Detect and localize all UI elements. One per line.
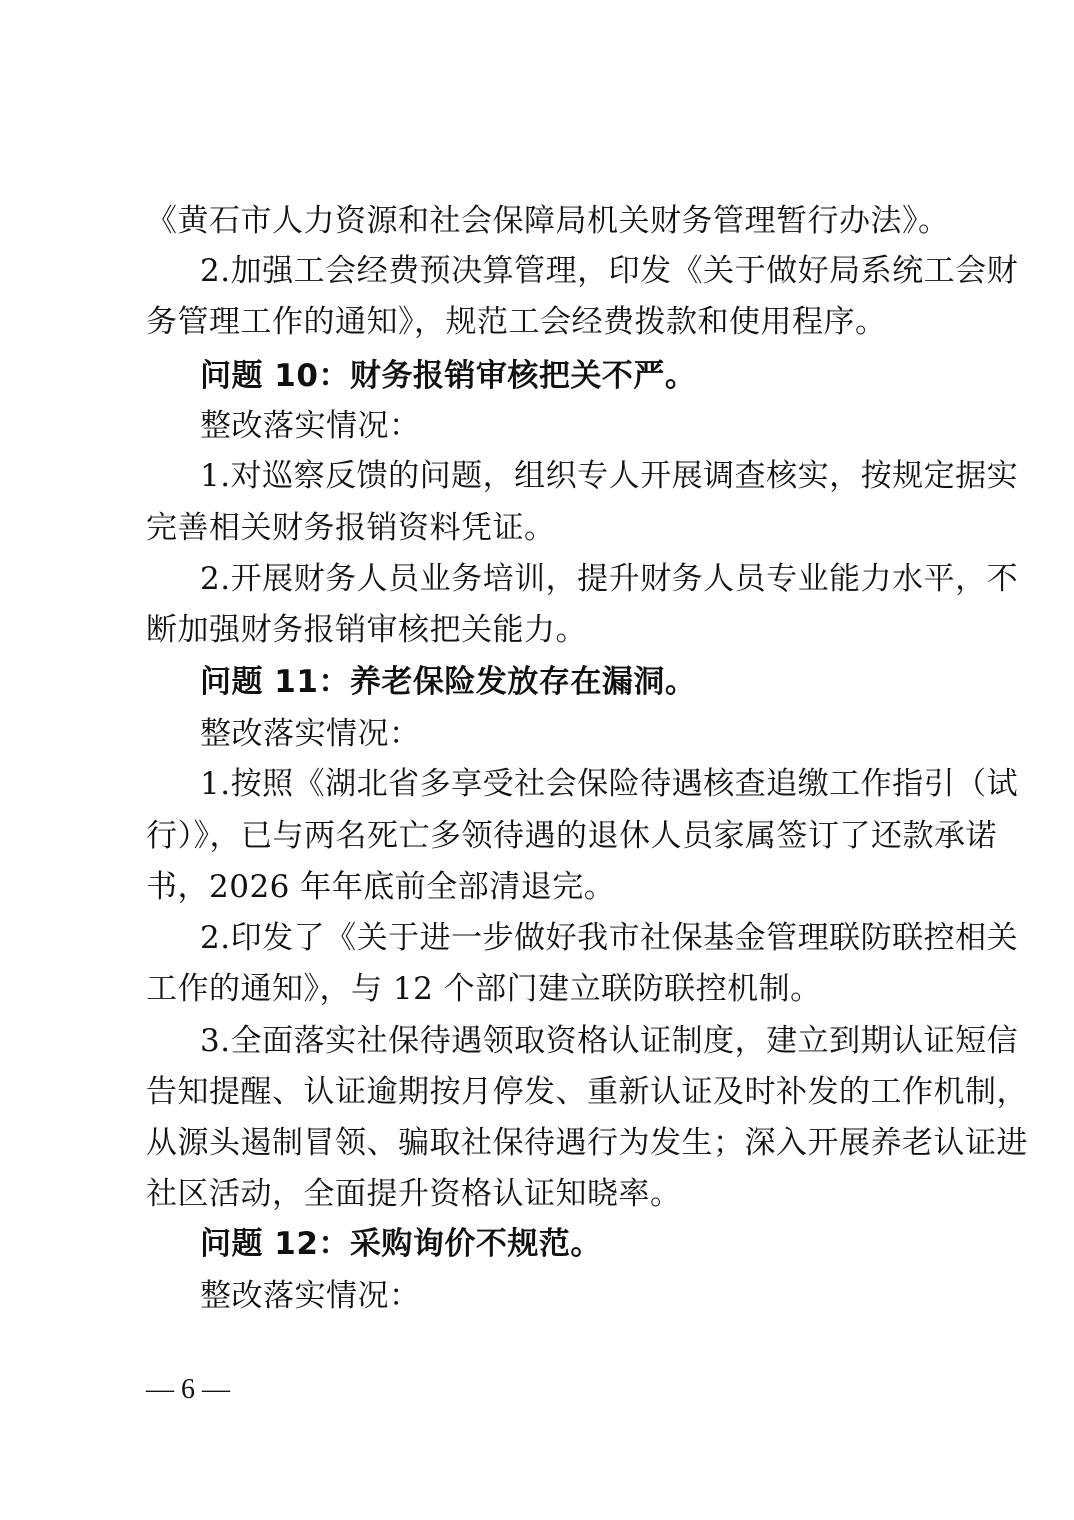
body-text-line: 断加强财务报销审核把关能力。: [146, 612, 587, 648]
body-text-line: 2.开展财务人员业务培训，提升财务人员专业能力水平，不: [200, 561, 1019, 597]
body-text-line: 务管理工作的通知》，规范工会经费拨款和使用程序。: [146, 304, 887, 340]
issue-heading: 问题 10：财务报销审核把关不严。: [200, 358, 697, 394]
body-text-line: 书，2026 年年底前全部清退完。: [146, 869, 616, 905]
section-label: 整改落实情况：: [200, 408, 421, 444]
body-text-line: 《黄石市人力资源和社会保障局机关财务管理暂行办法》。: [146, 203, 950, 239]
body-text-line: 工作的通知》，与 12 个部门建立联防联控机制。: [146, 971, 822, 1007]
body-text-line: 完善相关财务报销资料凭证。: [146, 510, 556, 546]
body-text-line: 1.对巡察反馈的问题，组织专人开展调查核实，按规定据实: [200, 458, 1019, 494]
body-text-line: 2.加强工会经费预决算管理，印发《关于做好局系统工会财: [200, 253, 1019, 289]
page-number: — 6 —: [146, 1374, 230, 1405]
body-text-line: 行）》，已与两名死亡多领待遇的退休人员家属签订了还款承诺: [146, 818, 997, 854]
section-label: 整改落实情况：: [200, 1278, 421, 1314]
body-text-line: 社区活动，全面提升资格认证知晓率。: [146, 1176, 682, 1212]
body-text-line: 3.全面落实社保待遇领取资格认证制度，建立到期认证短信: [200, 1023, 1019, 1059]
body-text-line: 2.印发了《关于进一步做好我市社保基金管理联防联控相关: [200, 920, 1019, 956]
issue-heading: 问题 12：采购询价不规范。: [200, 1226, 602, 1262]
body-text-line: 告知提醒、认证逾期按月停发、重新认证及时补发的工作机制，: [146, 1074, 1028, 1110]
body-text-line: 从源头遏制冒领、骗取社保待遇行为发生；深入开展养老认证进: [146, 1125, 1028, 1161]
issue-heading: 问题 11：养老保险发放存在漏洞。: [200, 664, 697, 700]
body-text-line: 1.按照《湖北省多享受社会保险待遇核查追缴工作指引（试: [200, 766, 1019, 802]
section-label: 整改落实情况：: [200, 716, 421, 752]
